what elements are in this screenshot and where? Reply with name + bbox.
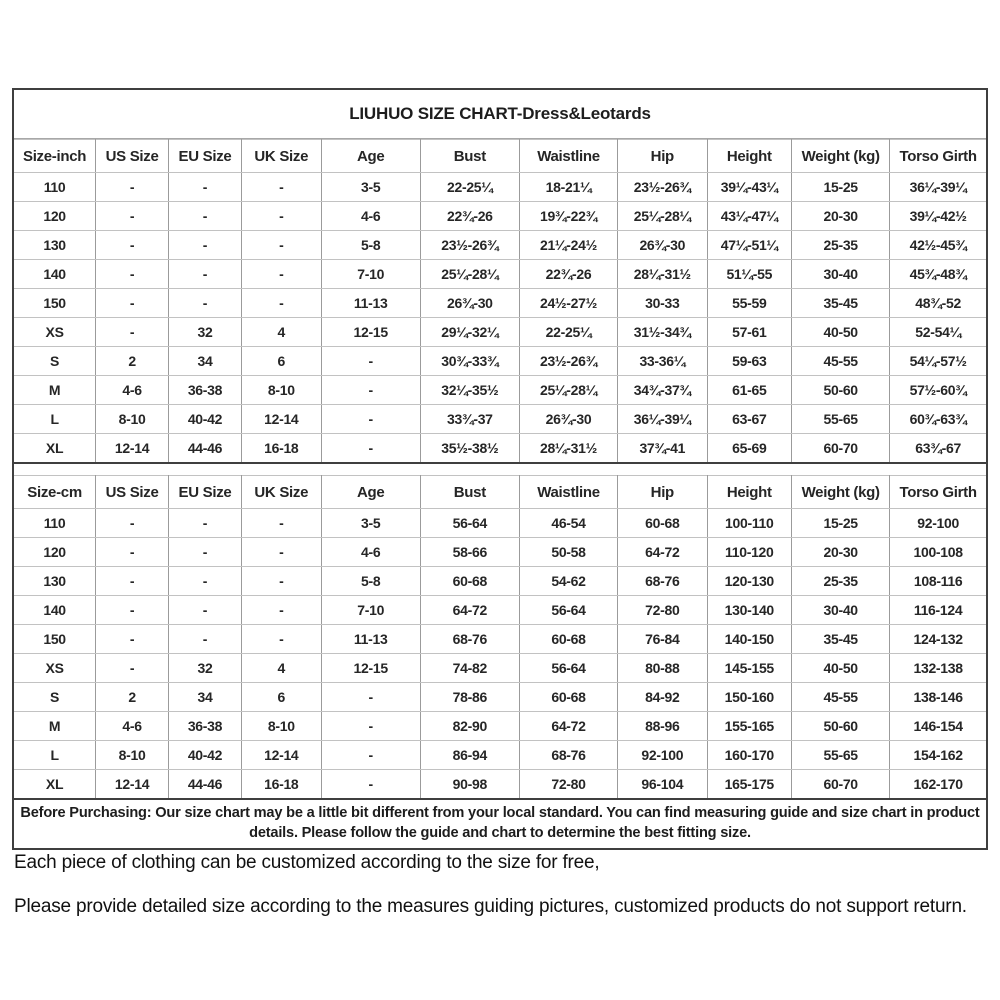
table-cell: 78-86 (420, 683, 519, 712)
table-cell: 3-5 (321, 173, 420, 202)
table-cell: - (96, 567, 169, 596)
table-cell: 12-14 (96, 770, 169, 800)
column-header: Size-cm (14, 476, 96, 509)
table-cell: 130 (14, 567, 96, 596)
table-cell: 15-25 (792, 509, 890, 538)
table-cell: 63-67 (707, 405, 792, 434)
column-header: Hip (618, 476, 707, 509)
table-cell: 110-120 (707, 538, 792, 567)
table-cell: XL (14, 434, 96, 464)
table-cell: - (169, 260, 242, 289)
header-row (14, 140, 986, 173)
table-row (14, 741, 986, 770)
table-cell: S (14, 683, 96, 712)
table-cell: 68-76 (519, 741, 617, 770)
table-cell: 120-130 (707, 567, 792, 596)
table-cell: 42½-45¾ (890, 231, 986, 260)
column-header: EU Size (169, 140, 242, 173)
table-cell: 35-45 (792, 289, 890, 318)
table-row (14, 173, 986, 202)
table-cell: 68-76 (618, 567, 707, 596)
table-cell: 23½-26¾ (420, 231, 519, 260)
table-cell: - (96, 509, 169, 538)
table-cell: 140 (14, 596, 96, 625)
table-cell: 4 (241, 318, 321, 347)
table-row (14, 434, 986, 464)
table-cell: 32 (169, 318, 242, 347)
column-header: Waistline (519, 140, 617, 173)
table-cell: 86-94 (420, 741, 519, 770)
table-cell: 64-72 (519, 712, 617, 741)
table-cell: 124-132 (890, 625, 986, 654)
table-cell: - (321, 347, 420, 376)
size-table-cm (14, 475, 986, 800)
table-row (14, 654, 986, 683)
table-cell: 132-138 (890, 654, 986, 683)
table-cell: 50-60 (792, 712, 890, 741)
table-cell: 25-35 (792, 567, 890, 596)
table-cell: 28¼-31½ (618, 260, 707, 289)
table-cell: 60¾-63¾ (890, 405, 986, 434)
table-cell: 6 (241, 683, 321, 712)
table-cell: 60-68 (519, 683, 617, 712)
table-cell: 108-116 (890, 567, 986, 596)
column-header: Torso Girth (890, 140, 986, 173)
table-cell: 4 (241, 654, 321, 683)
table-cell: - (96, 289, 169, 318)
table-cell: 56-64 (519, 596, 617, 625)
customization-note-line2: Please provide detailed size according to the measures guiding pictures, customized products do not support return. (14, 896, 967, 917)
column-header: Hip (618, 140, 707, 173)
table-cell: L (14, 741, 96, 770)
column-header: Weight (kg) (792, 476, 890, 509)
size-table-inch (14, 139, 986, 464)
table-cell: 72-80 (618, 596, 707, 625)
table-row (14, 538, 986, 567)
table-cell: 22-25¼ (420, 173, 519, 202)
table-cell: 5-8 (321, 567, 420, 596)
column-header: Torso Girth (890, 476, 986, 509)
table-cell: M (14, 376, 96, 405)
table-cell: 64-72 (618, 538, 707, 567)
table-cell: 44-46 (169, 770, 242, 800)
table-cell: - (169, 289, 242, 318)
table-cell: - (96, 260, 169, 289)
table-cell: 16-18 (241, 770, 321, 800)
table-cell: 76-84 (618, 625, 707, 654)
table-cell: 145-155 (707, 654, 792, 683)
table-cell: 146-154 (890, 712, 986, 741)
table-cell: 4-6 (321, 202, 420, 231)
table-cell: 84-92 (618, 683, 707, 712)
table-cell: - (321, 741, 420, 770)
table-cell: 4-6 (96, 712, 169, 741)
table-cell: 56-64 (519, 654, 617, 683)
table-cell: 44-46 (169, 434, 242, 464)
table-cell: 12-14 (241, 405, 321, 434)
table-cell: 22¾-26 (420, 202, 519, 231)
table-row (14, 567, 986, 596)
table-cell: 33¾-37 (420, 405, 519, 434)
table-cell: 36¼-39¼ (618, 405, 707, 434)
table-cell: 138-146 (890, 683, 986, 712)
table-cell: 140 (14, 260, 96, 289)
table-cell: 34 (169, 347, 242, 376)
table-cell: 24½-27½ (519, 289, 617, 318)
table-cell: 25¼-28¼ (618, 202, 707, 231)
table-cell: 40-50 (792, 318, 890, 347)
table-cell: 32¼-35½ (420, 376, 519, 405)
table-cell: 12-14 (241, 741, 321, 770)
size-chart-title: LIUHUO SIZE CHART-Dress&Leotards (14, 90, 986, 139)
table-row (14, 347, 986, 376)
table-cell: - (169, 596, 242, 625)
table-cell: 8-10 (241, 376, 321, 405)
table-cell: - (96, 654, 169, 683)
table-cell: 29¼-32¼ (420, 318, 519, 347)
table-cell: 20-30 (792, 538, 890, 567)
customization-notes (14, 852, 984, 940)
table-cell: 130 (14, 231, 96, 260)
table-cell: 130-140 (707, 596, 792, 625)
column-header: Bust (420, 476, 519, 509)
size-chart-container (12, 88, 988, 850)
table-cell: 26¾-30 (519, 405, 617, 434)
table-cell: 92-100 (618, 741, 707, 770)
table-cell: - (321, 434, 420, 464)
table-cell: 60-70 (792, 434, 890, 464)
table-cell: 165-175 (707, 770, 792, 800)
table-cell: - (169, 202, 242, 231)
column-header: US Size (96, 140, 169, 173)
table-row (14, 260, 986, 289)
table-cell: 12-15 (321, 318, 420, 347)
table-cell: - (96, 538, 169, 567)
table-cell: 6 (241, 347, 321, 376)
table-row (14, 596, 986, 625)
table-cell: - (96, 231, 169, 260)
column-header: UK Size (241, 476, 321, 509)
table-cell: 45-55 (792, 347, 890, 376)
table-cell: 31½-34¾ (618, 318, 707, 347)
table-cell: - (169, 509, 242, 538)
table-cell: 48¾-52 (890, 289, 986, 318)
table-cell: 64-72 (420, 596, 519, 625)
table-cell: 65-69 (707, 434, 792, 464)
table-row (14, 405, 986, 434)
table-cell: - (241, 202, 321, 231)
table-cell: M (14, 712, 96, 741)
table-cell: 7-10 (321, 260, 420, 289)
table-cell: 34 (169, 683, 242, 712)
table-cell: 37¾-41 (618, 434, 707, 464)
table-cell: - (169, 538, 242, 567)
before-purchasing-note: Before Purchasing: Our size chart may be a little bit different from your local standard. You can find measuring guide and size chart in product details. Please follow the guide and chart to determine the best fitting size. (20, 805, 980, 841)
table-cell: 23½-26¾ (618, 173, 707, 202)
table-cell: - (321, 712, 420, 741)
column-header: Age (321, 140, 420, 173)
table-cell: 34¾-37¾ (618, 376, 707, 405)
table-cell: - (321, 376, 420, 405)
table-cell: 150 (14, 289, 96, 318)
table-cell: - (96, 173, 169, 202)
table-cell: 36-38 (169, 376, 242, 405)
table-cell: S (14, 347, 96, 376)
table-cell: 88-96 (618, 712, 707, 741)
table-cell: L (14, 405, 96, 434)
table-cell: 110 (14, 173, 96, 202)
table-cell: 2 (96, 683, 169, 712)
table-cell: 40-42 (169, 405, 242, 434)
table-cell: 12-14 (96, 434, 169, 464)
table-cell: 150 (14, 625, 96, 654)
table-cell: XS (14, 654, 96, 683)
customization-note-line1: Each piece of clothing can be customized according to the size for free, (14, 852, 600, 873)
table-cell: 19¾-22¾ (519, 202, 617, 231)
table-cell: 8-10 (96, 741, 169, 770)
table-row (14, 376, 986, 405)
table-cell: - (241, 289, 321, 318)
table-cell: 36¼-39¼ (890, 173, 986, 202)
column-header: Size-inch (14, 140, 96, 173)
table-cell: 150-160 (707, 683, 792, 712)
table-cell: 43¼-47¼ (707, 202, 792, 231)
table-cell: 120 (14, 538, 96, 567)
table-cell: 51¼-55 (707, 260, 792, 289)
table-cell: - (169, 567, 242, 596)
table-cell: 60-70 (792, 770, 890, 800)
table-row (14, 231, 986, 260)
table-cell: 39¼-42½ (890, 202, 986, 231)
table-cell: 12-15 (321, 654, 420, 683)
column-header: UK Size (241, 140, 321, 173)
column-header: Height (707, 140, 792, 173)
table-cell: 140-150 (707, 625, 792, 654)
table-cell: 100-108 (890, 538, 986, 567)
table-cell: 90-98 (420, 770, 519, 800)
table-cell: XS (14, 318, 96, 347)
table-cell: 2 (96, 347, 169, 376)
table-cell: 23½-26¾ (519, 347, 617, 376)
table-row (14, 202, 986, 231)
table-cell: 8-10 (241, 712, 321, 741)
table-cell: 58-66 (420, 538, 519, 567)
column-header: Bust (420, 140, 519, 173)
table-cell: - (96, 202, 169, 231)
table-cell: XL (14, 770, 96, 800)
table-cell: 30-33 (618, 289, 707, 318)
table-cell: 26¾-30 (618, 231, 707, 260)
table-cell: 4-6 (321, 538, 420, 567)
table-cell: - (241, 173, 321, 202)
table-cell: - (241, 260, 321, 289)
table-cell: 96-104 (618, 770, 707, 800)
table-cell: 21¼-24½ (519, 231, 617, 260)
table-cell: - (241, 231, 321, 260)
table-cell: 7-10 (321, 596, 420, 625)
table-cell: 47¼-51¼ (707, 231, 792, 260)
table-cell: 100-110 (707, 509, 792, 538)
table-cell: - (169, 231, 242, 260)
table-cell: 52-54¼ (890, 318, 986, 347)
table-cell: 40-50 (792, 654, 890, 683)
column-header: EU Size (169, 476, 242, 509)
table-cell: 50-60 (792, 376, 890, 405)
table-cell: 63¾-67 (890, 434, 986, 464)
table-cell: - (241, 509, 321, 538)
table-cell: 11-13 (321, 289, 420, 318)
table-row (14, 318, 986, 347)
table-cell: 61-65 (707, 376, 792, 405)
table-cell: 28¼-31½ (519, 434, 617, 464)
table-cell: 3-5 (321, 509, 420, 538)
table-cell: 30-40 (792, 596, 890, 625)
table-cell: 120 (14, 202, 96, 231)
table-cell: 25-35 (792, 231, 890, 260)
column-header: Height (707, 476, 792, 509)
table-cell: 11-13 (321, 625, 420, 654)
table-cell: 72-80 (519, 770, 617, 800)
table-cell: - (241, 625, 321, 654)
table-cell: - (96, 318, 169, 347)
table-cell: - (321, 405, 420, 434)
table-cell: 39¼-43¼ (707, 173, 792, 202)
table-cell: 54-62 (519, 567, 617, 596)
table-cell: - (321, 770, 420, 800)
table-row (14, 509, 986, 538)
table-cell: 40-42 (169, 741, 242, 770)
table-cell: 45¾-48¾ (890, 260, 986, 289)
table-cell: 25¼-28¼ (420, 260, 519, 289)
table-cell: 45-55 (792, 683, 890, 712)
table-cell: 35-45 (792, 625, 890, 654)
table-cell: - (96, 596, 169, 625)
table-cell: 155-165 (707, 712, 792, 741)
table-cell: 59-63 (707, 347, 792, 376)
table-cell: 55-59 (707, 289, 792, 318)
column-header: Weight (kg) (792, 140, 890, 173)
table-cell: 50-58 (519, 538, 617, 567)
table-cell: - (169, 173, 242, 202)
table-row (14, 289, 986, 318)
table-cell: 8-10 (96, 405, 169, 434)
table-cell: - (96, 625, 169, 654)
table-cell: 5-8 (321, 231, 420, 260)
table-row (14, 683, 986, 712)
table-cell: 16-18 (241, 434, 321, 464)
table-cell: 74-82 (420, 654, 519, 683)
table-cell: 25¼-28¼ (519, 376, 617, 405)
table-cell: 32 (169, 654, 242, 683)
table-row (14, 625, 986, 654)
table-cell: 4-6 (96, 376, 169, 405)
table-cell: - (241, 596, 321, 625)
table-cell: 60-68 (618, 509, 707, 538)
table-cell: 60-68 (519, 625, 617, 654)
table-row (14, 770, 986, 800)
table-cell: 60-68 (420, 567, 519, 596)
table-cell: - (241, 538, 321, 567)
table-cell: 54¼-57½ (890, 347, 986, 376)
column-header: Waistline (519, 476, 617, 509)
table-cell: - (241, 567, 321, 596)
table-cell: 55-65 (792, 405, 890, 434)
table-cell: 35½-38½ (420, 434, 519, 464)
table-cell: 36-38 (169, 712, 242, 741)
table-cell: 57-61 (707, 318, 792, 347)
table-cell: 68-76 (420, 625, 519, 654)
table-cell: 160-170 (707, 741, 792, 770)
table-cell: 55-65 (792, 741, 890, 770)
table-cell: 57½-60¾ (890, 376, 986, 405)
table-cell: 162-170 (890, 770, 986, 800)
table-cell: 20-30 (792, 202, 890, 231)
table-cell: 82-90 (420, 712, 519, 741)
table-cell: 110 (14, 509, 96, 538)
column-header: US Size (96, 476, 169, 509)
table-cell: 46-54 (519, 509, 617, 538)
table-cell: 154-162 (890, 741, 986, 770)
table-cell: 33-36¼ (618, 347, 707, 376)
table-cell: 80-88 (618, 654, 707, 683)
table-cell: 30-40 (792, 260, 890, 289)
table-cell: 30¾-33¾ (420, 347, 519, 376)
table-cell: 15-25 (792, 173, 890, 202)
table-cell: - (169, 625, 242, 654)
table-cell: 92-100 (890, 509, 986, 538)
table-spacer (14, 464, 986, 475)
table-cell: 116-124 (890, 596, 986, 625)
table-cell: 22-25¼ (519, 318, 617, 347)
table-cell: 22¾-26 (519, 260, 617, 289)
column-header: Age (321, 476, 420, 509)
header-row (14, 476, 986, 509)
table-cell: 18-21¼ (519, 173, 617, 202)
table-cell: - (321, 683, 420, 712)
table-row (14, 712, 986, 741)
table-cell: 56-64 (420, 509, 519, 538)
table-cell: 26¾-30 (420, 289, 519, 318)
